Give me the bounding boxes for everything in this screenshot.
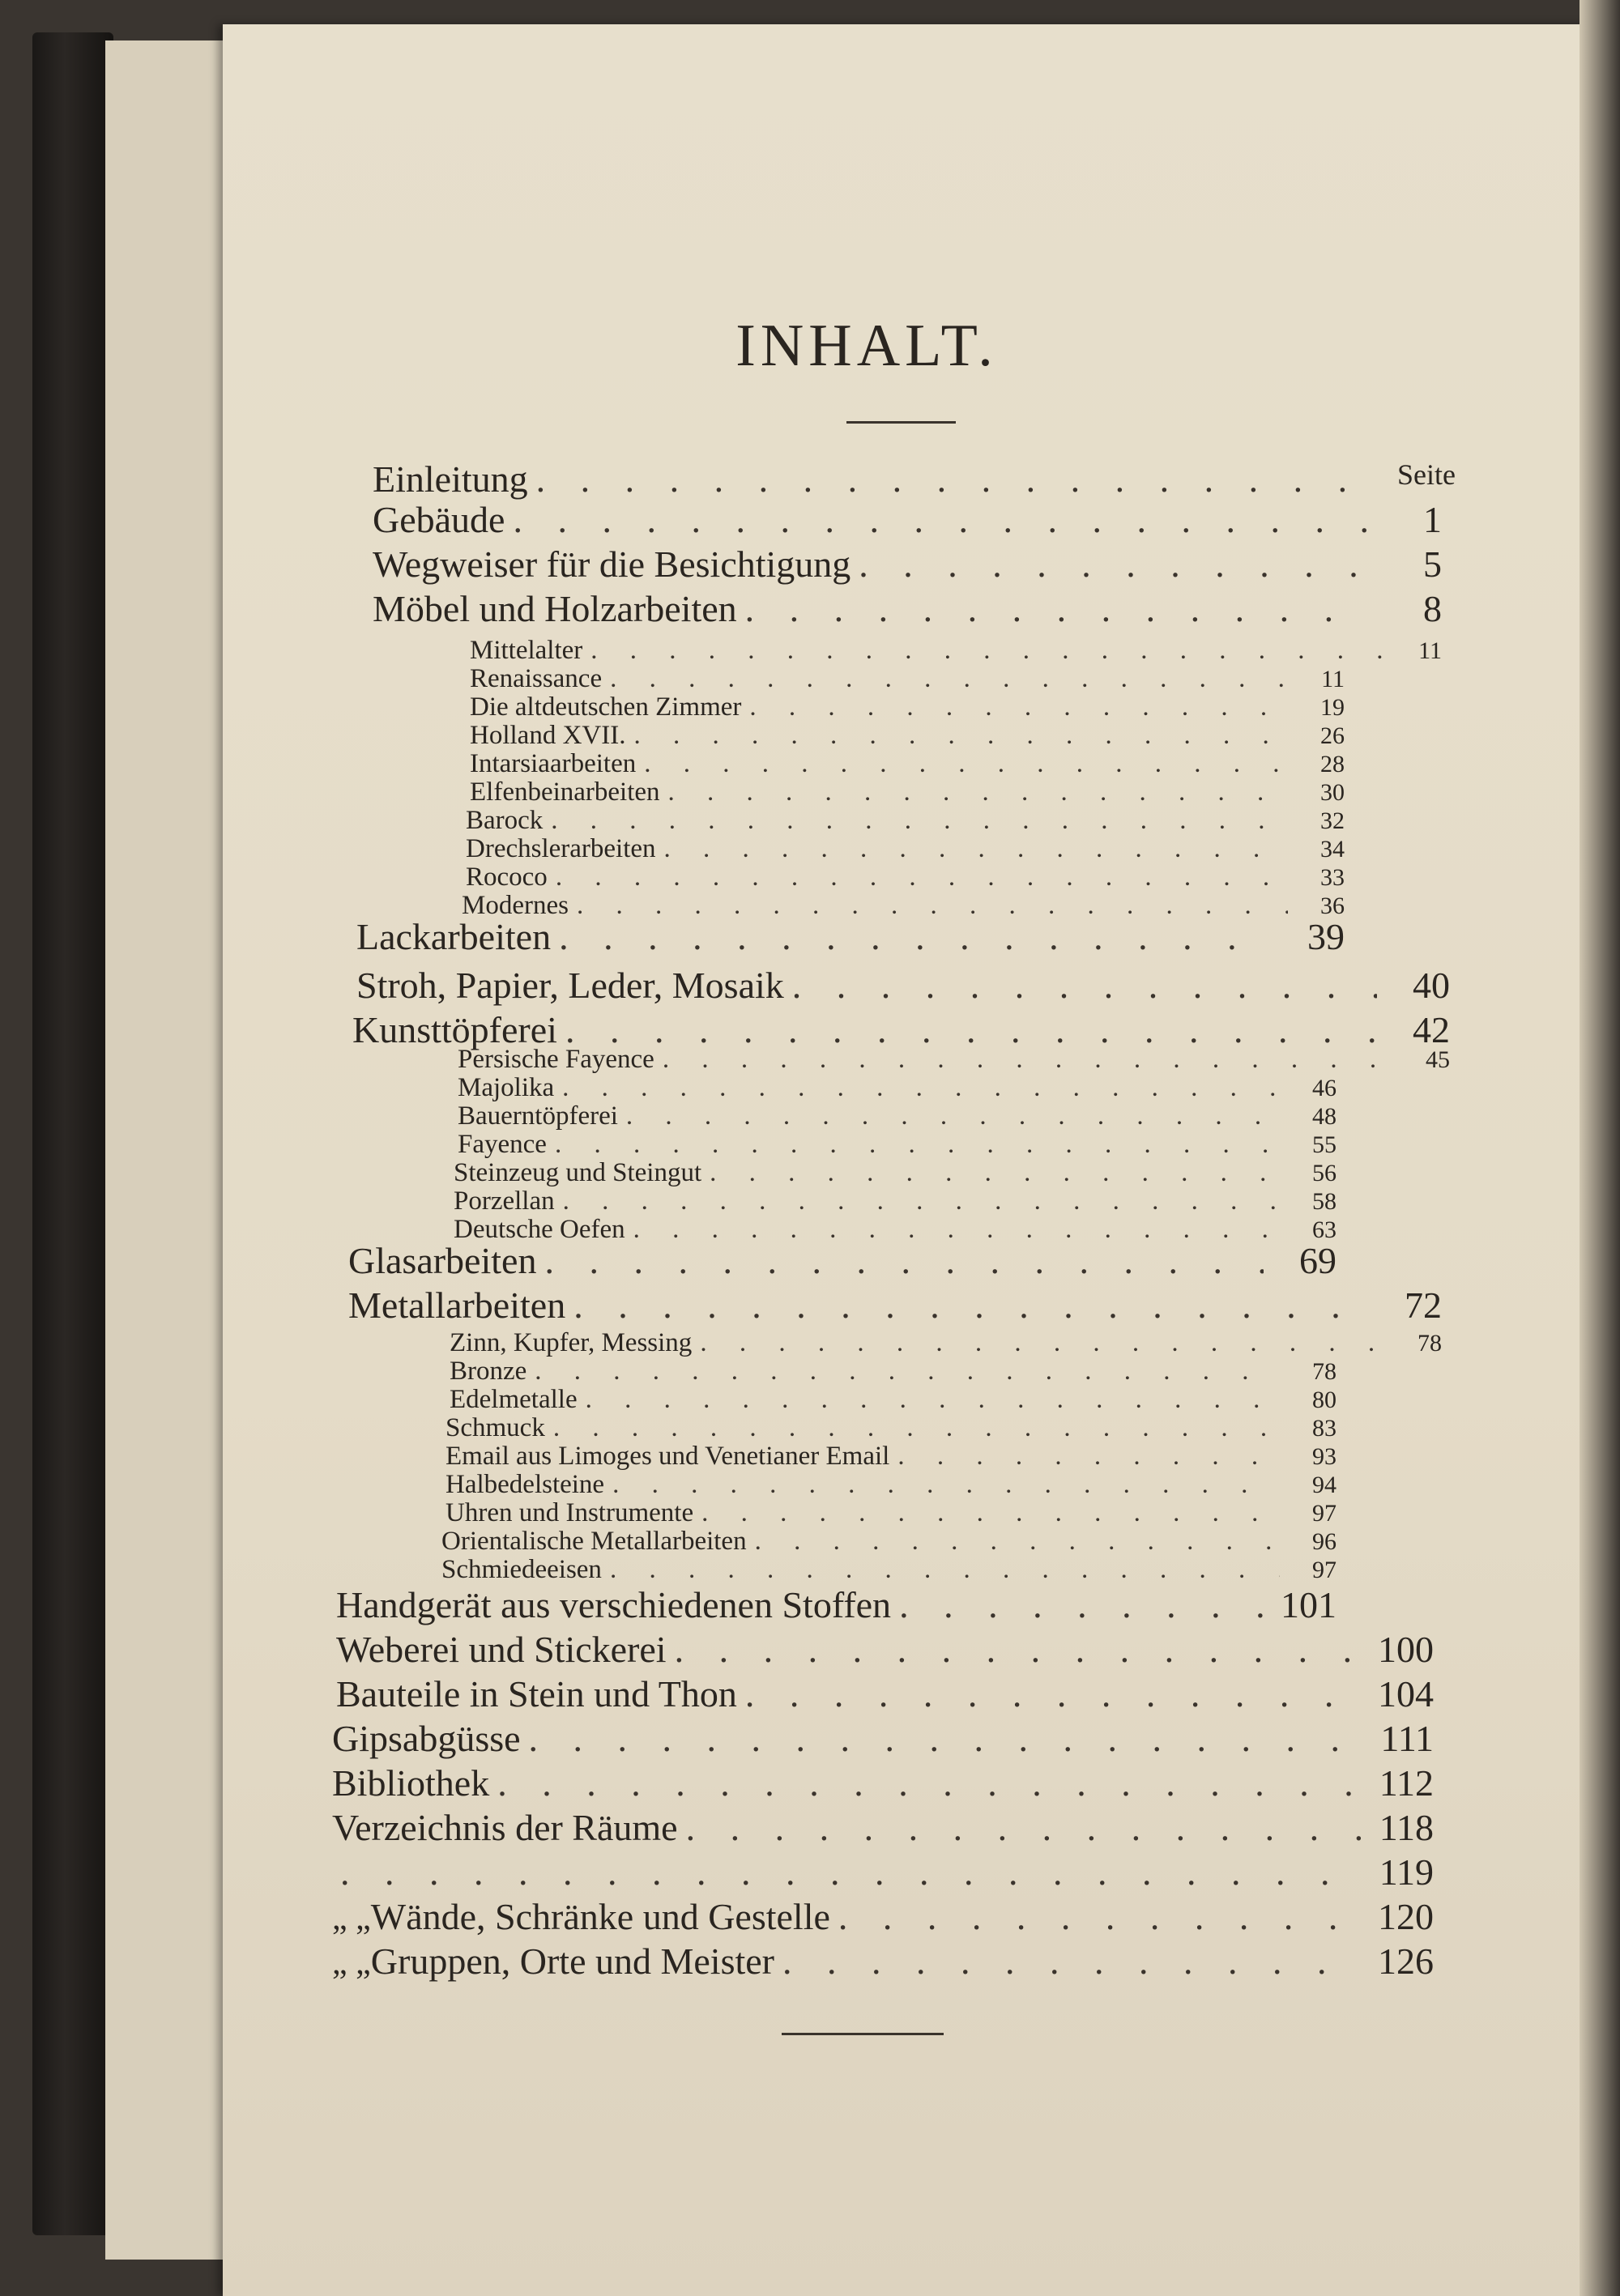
toc-entry bbox=[332, 1895, 1434, 1940]
toc-entry-label: Verzeichnis der Räume bbox=[332, 1807, 678, 1848]
leader-dots bbox=[559, 915, 1272, 958]
toc-entry-page: 42 bbox=[1413, 1009, 1450, 1050]
toc-entry-page: 40 bbox=[1413, 965, 1450, 1006]
leader-dots bbox=[553, 1413, 1280, 1442]
toc-entry-page: 118 bbox=[1379, 1807, 1434, 1848]
toc-entry-page: 33 bbox=[1320, 864, 1345, 891]
leader-dots bbox=[664, 834, 1288, 863]
page-title: INHALT. bbox=[735, 313, 998, 379]
toc-entry-label: Intarsiaarbeiten bbox=[470, 749, 637, 778]
leader-dots bbox=[668, 777, 1288, 807]
toc-entry-page: 19 bbox=[1320, 694, 1345, 721]
toc-entry-label: Renaissance bbox=[470, 664, 603, 693]
toc-entry bbox=[441, 1555, 1336, 1584]
toc-entry-page: 26 bbox=[1320, 722, 1345, 749]
leader-dots bbox=[610, 1555, 1280, 1584]
toc-entry-page: 119 bbox=[1379, 1851, 1434, 1893]
toc-entry-page: 11 bbox=[1418, 637, 1442, 664]
leader-dots bbox=[701, 1498, 1280, 1527]
toc-entry-label: Schmiedeeisen bbox=[441, 1555, 602, 1584]
toc-entry-label: Möbel und Holzarbeiten bbox=[373, 588, 737, 629]
toc-entry-page: 80 bbox=[1312, 1387, 1336, 1413]
toc-entry-page: 30 bbox=[1320, 779, 1345, 806]
toc-entry-page: 78 bbox=[1312, 1358, 1336, 1385]
toc-entry-page: 8 bbox=[1423, 588, 1442, 629]
toc-entry-label: Drechslerarbeiten bbox=[466, 834, 656, 863]
toc-entry-label: Rococo bbox=[466, 863, 548, 892]
toc-entry-label: Holland XVII. bbox=[470, 721, 626, 750]
leader-dots bbox=[838, 1895, 1361, 1938]
toc-entry-label: Modernes bbox=[462, 891, 569, 920]
toc-entry bbox=[373, 458, 1442, 503]
leader-dots bbox=[563, 1186, 1280, 1216]
toc-entry-label: Elfenbeinarbeiten bbox=[470, 777, 660, 807]
toc-entry bbox=[332, 1761, 1434, 1807]
toc-entry bbox=[458, 1045, 1450, 1074]
toc-entry-page: 28 bbox=[1320, 751, 1345, 777]
bottom-rule bbox=[782, 2033, 944, 2035]
leader-dots bbox=[536, 458, 1369, 501]
toc-entry bbox=[356, 964, 1450, 1009]
ditto-mark: „ „ bbox=[332, 1945, 371, 1982]
toc-entry-page: 101 bbox=[1281, 1584, 1336, 1625]
page-column-label: Seite bbox=[1397, 458, 1456, 491]
toc-entry bbox=[348, 1284, 1442, 1329]
toc-entry bbox=[450, 1385, 1336, 1414]
toc-entry-page: 5 bbox=[1423, 543, 1442, 585]
toc-entry-label: Einleitung bbox=[373, 458, 528, 500]
toc-entry-page: 36 bbox=[1320, 892, 1345, 919]
leader-dots bbox=[745, 587, 1369, 630]
toc-entry-page: 63 bbox=[1312, 1216, 1336, 1243]
leader-dots bbox=[497, 1761, 1361, 1804]
toc-entry-page: 1 bbox=[1423, 499, 1442, 540]
toc-entry bbox=[332, 1851, 1434, 1896]
toc-entry-page: 97 bbox=[1312, 1500, 1336, 1527]
toc-entry-page: 39 bbox=[1307, 916, 1345, 957]
toc-entry-label: Metallarbeiten bbox=[348, 1284, 566, 1326]
toc-entry-label: Zinn, Kupfer, Messing bbox=[450, 1328, 693, 1357]
toc-entry-label: Edelmetalle bbox=[450, 1385, 578, 1414]
toc-entry bbox=[470, 664, 1345, 693]
toc-entry bbox=[466, 834, 1345, 863]
toc-entry bbox=[470, 692, 1345, 722]
leader-dots bbox=[633, 721, 1288, 750]
leader-dots bbox=[782, 1940, 1361, 1983]
leader-dots bbox=[792, 964, 1377, 1007]
toc-entry-label: Bauteile in Stein und Thon bbox=[336, 1673, 737, 1715]
toc-entry bbox=[441, 1527, 1336, 1556]
leader-dots bbox=[686, 1806, 1361, 1849]
toc-entry bbox=[332, 1806, 1434, 1851]
leader-dots bbox=[610, 664, 1288, 693]
leader-dots bbox=[590, 636, 1385, 665]
toc-entry-page: 69 bbox=[1299, 1240, 1336, 1281]
toc-entry-label: Bauerntöpferei bbox=[458, 1101, 618, 1131]
toc-entry-label: Halbedelsteine bbox=[446, 1470, 605, 1499]
toc-entry-label: Email aus Limoges und Venetianer Email bbox=[446, 1442, 890, 1471]
toc-entry bbox=[450, 1328, 1442, 1357]
toc-entry bbox=[336, 1583, 1336, 1629]
toc-entry bbox=[470, 777, 1345, 807]
leader-dots bbox=[513, 498, 1369, 541]
toc-entry-label: Die altdeutschen Zimmer bbox=[470, 692, 742, 722]
leader-dots bbox=[612, 1470, 1280, 1499]
toc-entry bbox=[373, 543, 1442, 588]
leader-dots bbox=[897, 1442, 1280, 1471]
leader-dots bbox=[535, 1357, 1280, 1386]
toc-entry bbox=[348, 1239, 1336, 1284]
leader-dots bbox=[675, 1628, 1361, 1671]
toc-entry bbox=[454, 1186, 1336, 1216]
leader-dots bbox=[700, 1328, 1385, 1357]
toc-entry bbox=[373, 587, 1442, 633]
toc-entry bbox=[470, 749, 1345, 778]
toc-entry-label: Lackarbeiten bbox=[356, 916, 552, 957]
toc-entry-page: 48 bbox=[1312, 1103, 1336, 1130]
toc-entry-label: Fayence bbox=[458, 1130, 547, 1159]
leader-dots bbox=[544, 1239, 1264, 1282]
toc-entry-page: 46 bbox=[1312, 1075, 1336, 1101]
toc-entry-page: 78 bbox=[1418, 1330, 1442, 1357]
toc-entry-label: Mittelalter bbox=[470, 636, 583, 665]
toc-entry-page: 126 bbox=[1378, 1940, 1434, 1982]
toc-entry-page: 58 bbox=[1312, 1188, 1336, 1215]
toc-entry bbox=[446, 1413, 1336, 1442]
toc-entry-page: 55 bbox=[1312, 1131, 1336, 1158]
toc-entry-page: 72 bbox=[1405, 1284, 1442, 1326]
toc-entry-page: 111 bbox=[1380, 1718, 1434, 1759]
toc-entry bbox=[458, 1101, 1336, 1131]
toc-entry bbox=[446, 1470, 1336, 1499]
toc-entry-label: Bronze bbox=[450, 1357, 527, 1386]
leader-dots bbox=[529, 1717, 1361, 1760]
ditto-mark: „ „ bbox=[332, 1900, 371, 1937]
toc-entry bbox=[466, 806, 1345, 835]
toc-entry-label: Glasarbeiten bbox=[348, 1240, 537, 1281]
toc-entry-label: Weberei und Stickerei bbox=[336, 1629, 667, 1670]
toc-entry-page: 93 bbox=[1312, 1443, 1336, 1470]
toc-entry bbox=[446, 1442, 1336, 1471]
toc-entry-page: 94 bbox=[1312, 1472, 1336, 1498]
toc-entry bbox=[356, 915, 1345, 961]
toc-entry-page: 96 bbox=[1312, 1528, 1336, 1555]
toc-entry bbox=[466, 863, 1345, 892]
toc-entry-label: Persische Fayence bbox=[458, 1045, 654, 1074]
leader-dots bbox=[556, 863, 1288, 892]
leader-dots bbox=[899, 1583, 1264, 1626]
toc-entry-label: Orientalische Metallarbeiten bbox=[441, 1527, 747, 1556]
leader-dots bbox=[562, 1073, 1280, 1102]
leader-dots bbox=[859, 543, 1369, 586]
toc-entry-page: 56 bbox=[1312, 1160, 1336, 1186]
leader-dots bbox=[573, 1284, 1369, 1327]
toc-entry-page: 32 bbox=[1320, 807, 1345, 834]
leader-dots bbox=[745, 1672, 1361, 1715]
toc-entry bbox=[458, 1073, 1336, 1102]
toc-entry-label: Handgerät aus verschiedenen Stoffen bbox=[336, 1584, 892, 1625]
toc-entry-label: Wände, Schränke und Gestelle bbox=[370, 1896, 830, 1937]
toc-entry bbox=[458, 1130, 1336, 1159]
toc-entry-label: Schmuck bbox=[446, 1413, 545, 1442]
toc-entry bbox=[332, 1940, 1434, 1985]
leader-dots bbox=[555, 1130, 1280, 1159]
leader-dots bbox=[755, 1527, 1280, 1556]
toc-entry bbox=[446, 1498, 1336, 1527]
toc-entry-label: Uhren und Instrumente bbox=[446, 1498, 694, 1527]
toc-entry bbox=[373, 498, 1442, 543]
toc-entry-label: Gebäude bbox=[373, 499, 505, 540]
toc-entry-page: 34 bbox=[1320, 836, 1345, 863]
toc-entry bbox=[470, 636, 1442, 665]
toc-entry-label: Kunsttöpferei bbox=[352, 1009, 557, 1050]
toc-entry-label: Majolika bbox=[458, 1073, 555, 1102]
toc-entry-page: 104 bbox=[1378, 1673, 1434, 1715]
toc-entry-page: 83 bbox=[1312, 1415, 1336, 1442]
leader-dots bbox=[551, 806, 1288, 835]
toc-entry-page: 11 bbox=[1321, 666, 1345, 692]
toc-entry-label: Gruppen, Orte und Meister bbox=[370, 1940, 775, 1982]
toc-entry bbox=[336, 1672, 1434, 1718]
toc-entry bbox=[454, 1158, 1336, 1187]
leader-dots bbox=[710, 1158, 1280, 1187]
toc-entry bbox=[470, 721, 1345, 750]
toc-entry-label: Deutsche Oefen bbox=[454, 1215, 625, 1244]
toc-entry-label: Gipsabgüsse bbox=[332, 1718, 521, 1759]
toc-entry-label: Barock bbox=[466, 806, 544, 835]
toc-entry-page: 112 bbox=[1379, 1762, 1434, 1804]
toc-entry-page: 120 bbox=[1378, 1896, 1434, 1937]
leader-dots bbox=[644, 749, 1288, 778]
toc-entry-label: Steinzeug und Steingut bbox=[454, 1158, 702, 1187]
toc-entry-page: 45 bbox=[1426, 1046, 1450, 1073]
leader-dots bbox=[749, 692, 1288, 722]
leader-dots bbox=[663, 1045, 1393, 1074]
toc-entry bbox=[450, 1357, 1336, 1386]
toc-entry-label: Bibliothek bbox=[332, 1762, 490, 1804]
toc-entry bbox=[336, 1628, 1434, 1673]
toc-entry-page: 97 bbox=[1312, 1557, 1336, 1583]
toc-entry bbox=[332, 1717, 1434, 1762]
leader-dots bbox=[586, 1385, 1280, 1414]
toc-entry-label: Stroh, Papier, Leder, Mosaik bbox=[356, 965, 784, 1006]
leader-dots bbox=[626, 1101, 1280, 1131]
leader-dots bbox=[340, 1851, 1361, 1893]
toc-entry-label: Wegweiser für die Besichtigung bbox=[373, 543, 851, 585]
toc-entry-label: Porzellan bbox=[454, 1186, 555, 1216]
toc-entry-page: 100 bbox=[1378, 1629, 1434, 1670]
